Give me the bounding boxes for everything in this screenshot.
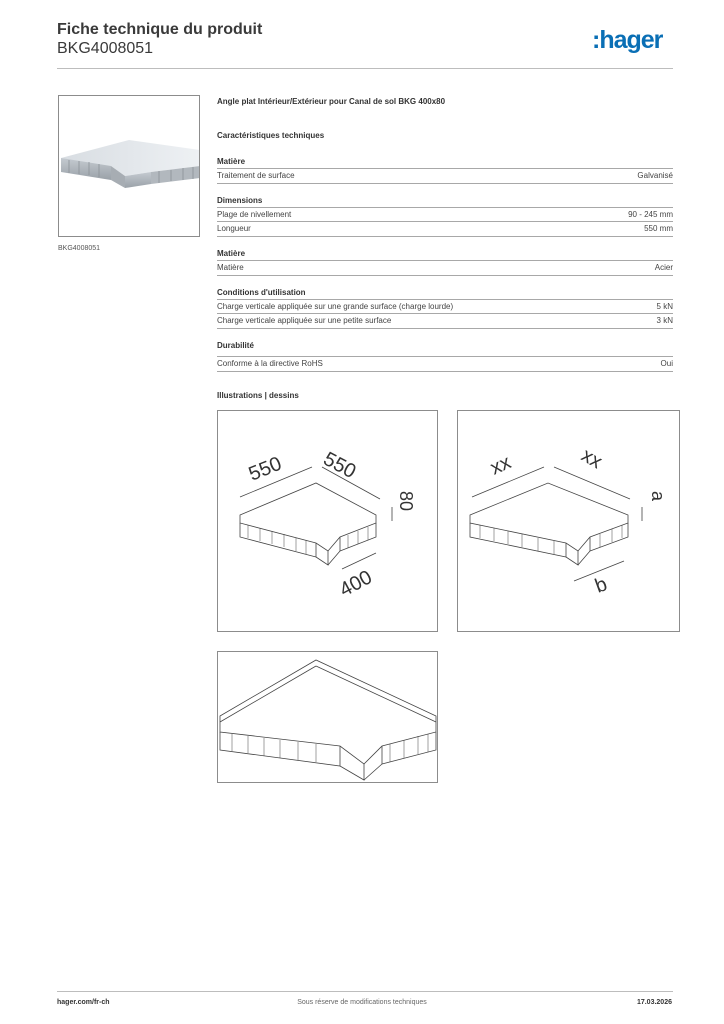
dimension-label-xx-a: xx (487, 451, 515, 480)
spec-label: Traitement de surface (217, 171, 295, 180)
spec-label: Conforme à la directive RoHS (217, 359, 323, 368)
product-code: BKG4008051 (57, 40, 154, 57)
illustrations-heading: Illustrations | dessins (217, 391, 299, 400)
spec-value: Acier (654, 263, 673, 272)
spec-value: 5 kN (656, 302, 673, 311)
spec-value: 3 kN (656, 316, 673, 325)
spec-row-length (217, 221, 673, 237)
spec-label: Matière (217, 263, 244, 272)
spec-label: Charge verticale appliquée sur une grande surface (charge lourde) (217, 302, 454, 311)
spec-row-surface-treatment (217, 168, 673, 184)
hager-logo (592, 26, 676, 56)
product-photo-image (59, 96, 200, 237)
dimension-label-b: b (592, 573, 611, 598)
spec-value: 550 mm (644, 224, 673, 233)
spec-row-leveling-range (217, 207, 673, 222)
product-description: Angle plat Intérieur/Extérieur pour Canal de sol BKG 400x80 (217, 97, 446, 106)
section-title-surface: Matière (217, 157, 246, 166)
footer-website-link[interactable]: hager.com/fr-ch (57, 999, 110, 1006)
spec-row-material (217, 260, 673, 276)
variable-dimension-drawing (457, 410, 680, 632)
dimension-drawing (217, 410, 438, 632)
hager-logo-text: :hager (592, 26, 663, 54)
spec-value: Oui (660, 359, 673, 368)
footer-disclaimer: Sous réserve de modifications techniques (297, 999, 427, 1006)
spec-label: Plage de nivellement (217, 210, 292, 219)
spec-row-heavy-load (217, 299, 673, 314)
dimension-label-height: 80 (396, 491, 416, 512)
dimension-label-xx-b: xx (577, 444, 606, 474)
page-title: Fiche technique du produit (57, 21, 263, 38)
spec-value: 90 - 245 mm (628, 210, 673, 219)
header-divider (57, 68, 673, 69)
dimension-label-length-a: 550 (245, 452, 285, 486)
section-title-durability: Durabilité (217, 341, 254, 350)
dimension-label-depth: 400 (336, 566, 376, 602)
spec-value: Galvanisé (637, 171, 673, 180)
spec-label: Longueur (217, 224, 251, 233)
product-photo (58, 95, 200, 237)
section-title-usage-conditions: Conditions d'utilisation (217, 288, 306, 297)
section-title-dimensions: Dimensions (217, 196, 263, 205)
photo-caption: BKG4008051 (58, 245, 101, 252)
spec-row-small-surface-load (217, 313, 673, 329)
section-title-material: Matière (217, 249, 246, 258)
spec-label: Charge verticale appliquée sur une petite surface (217, 316, 392, 325)
footer-date: 17.03.2026 (636, 999, 672, 1006)
tech-characteristics-heading: Caractéristiques techniques (217, 131, 325, 140)
spec-row-rohs (217, 356, 673, 372)
footer-divider (57, 991, 673, 992)
dimension-label-a: a (648, 491, 668, 502)
dimension-label-length-b: 550 (319, 447, 360, 484)
isometric-drawing (217, 651, 438, 783)
